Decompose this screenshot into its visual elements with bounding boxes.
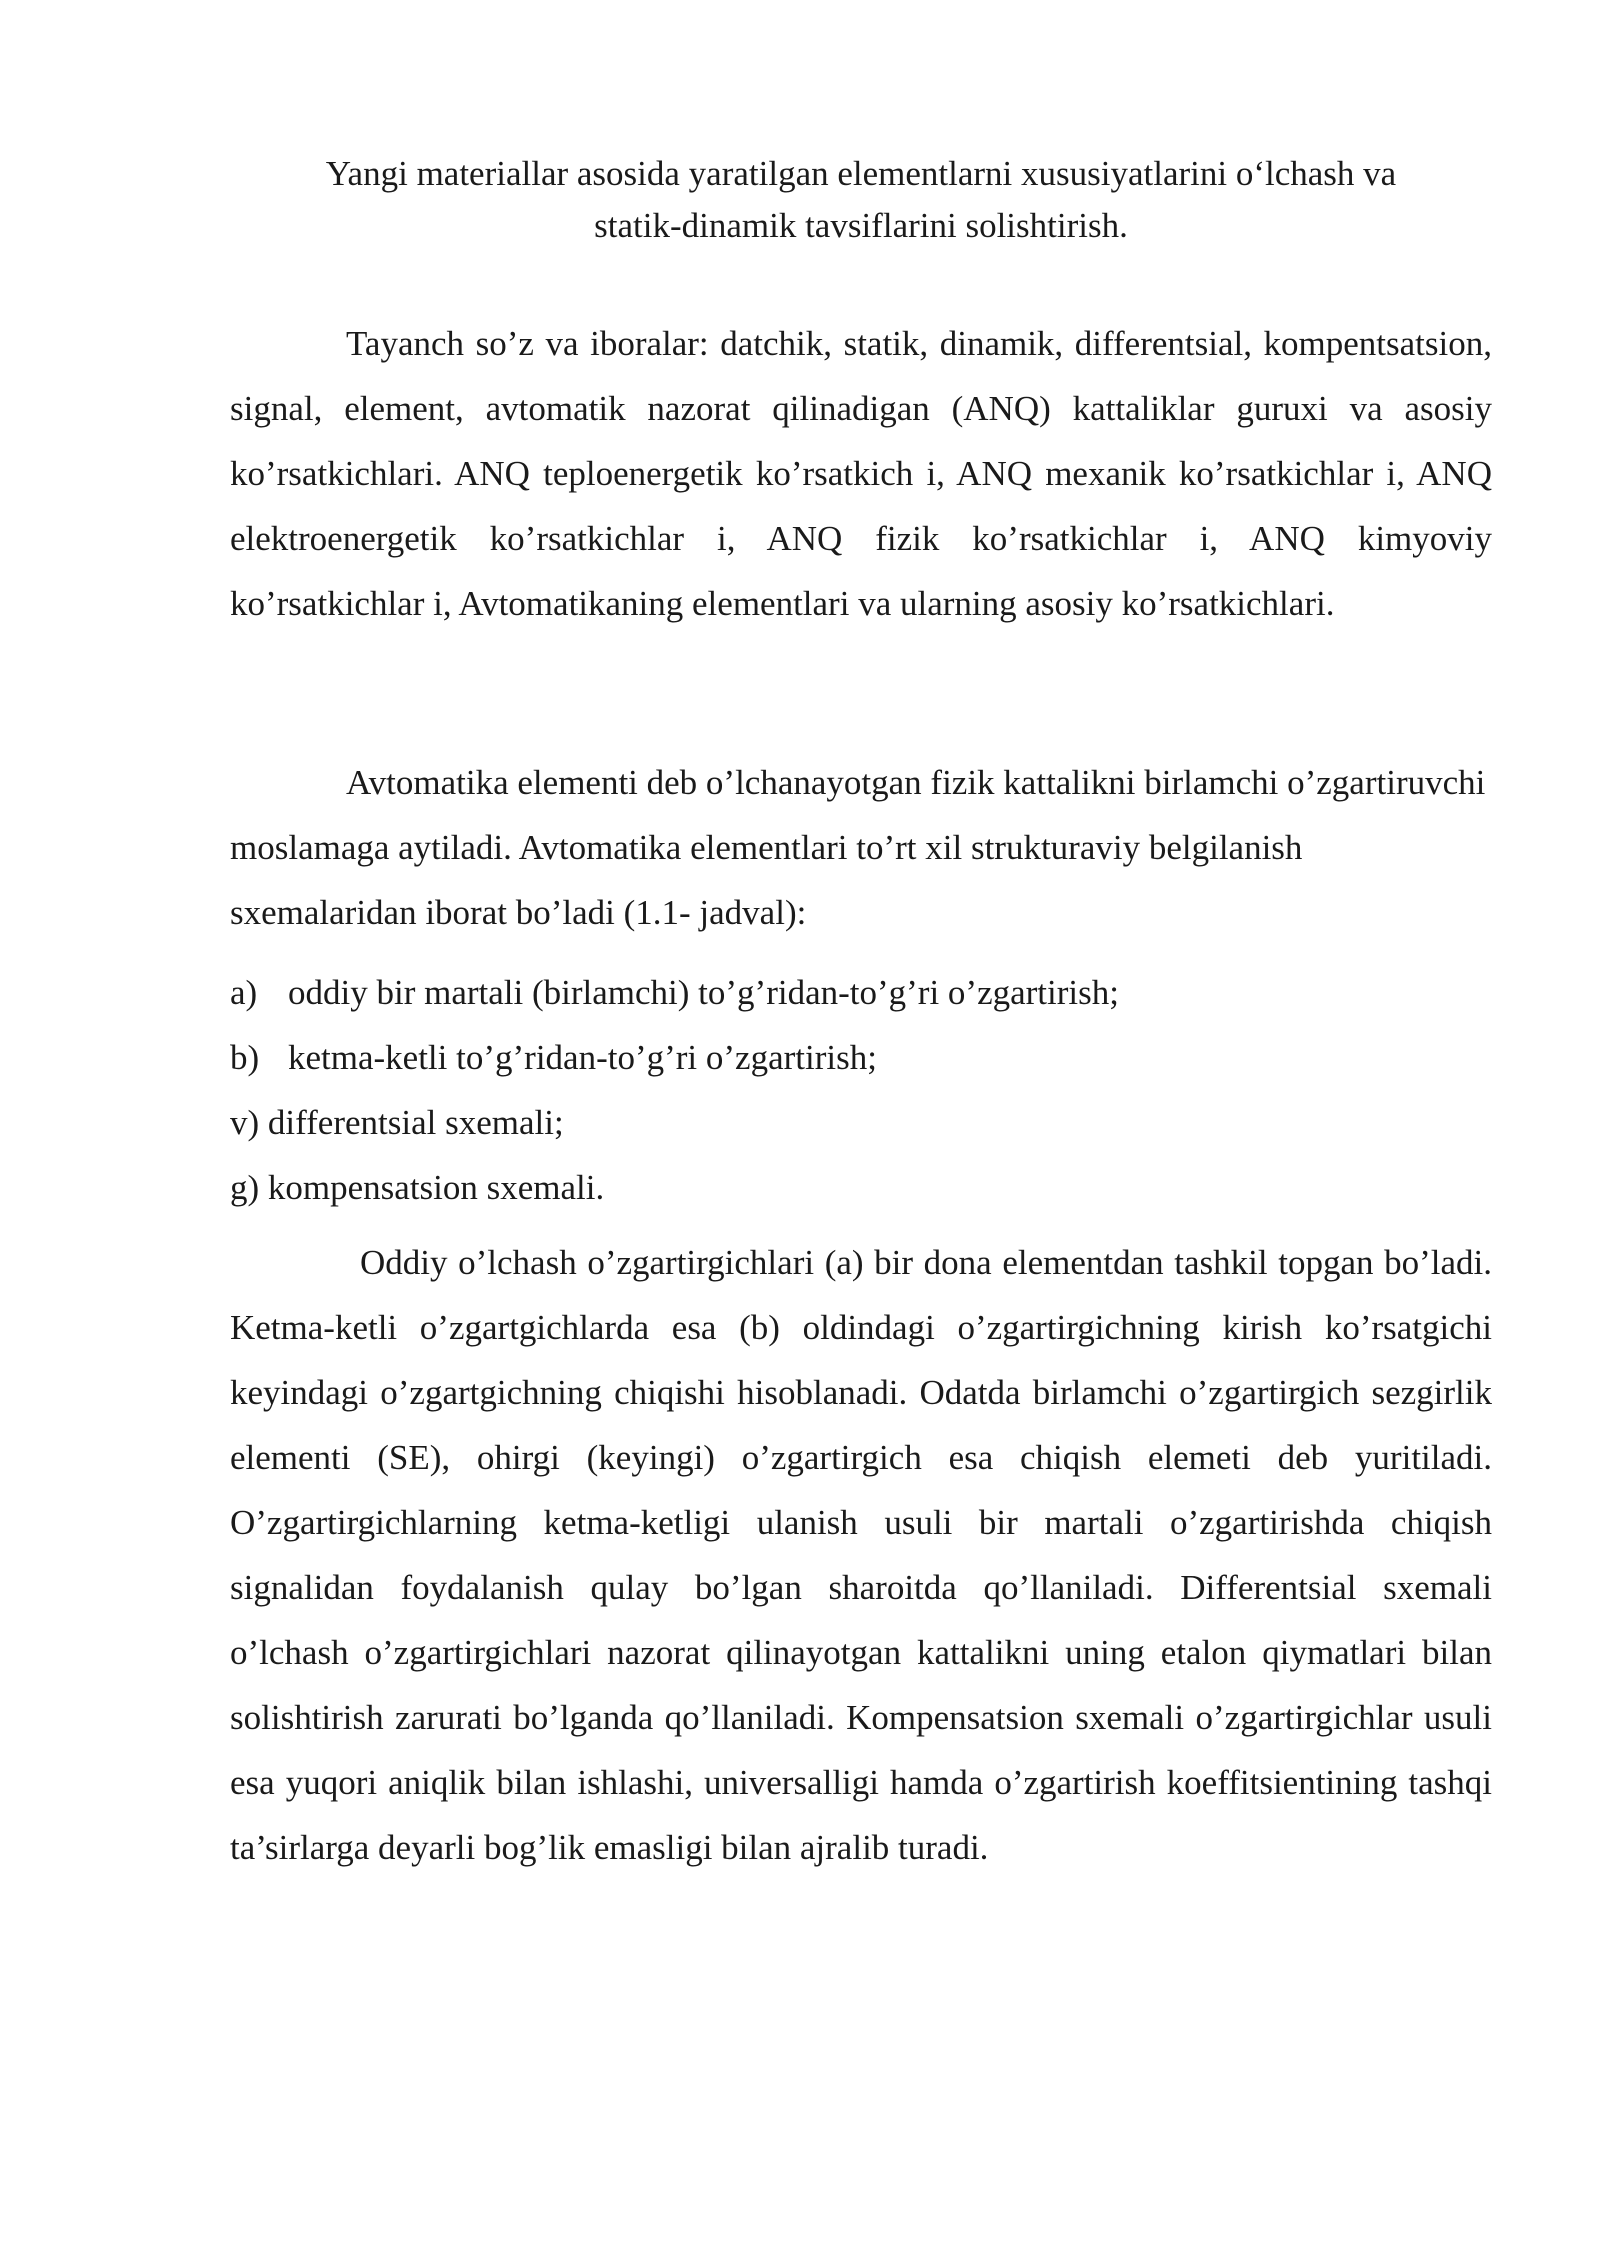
list-item-text: oddiy bir martali (birlamchi) to’g’ridan-to’g’ri o’zgartirish; (288, 973, 1119, 1012)
document-page (230, 148, 1492, 1880)
list-item-text: kompensatsion sxemali. (267, 1168, 605, 1207)
list-item (230, 1025, 1492, 1090)
document-title (250, 148, 1472, 252)
list-item (230, 1090, 1492, 1155)
list-item-text: ketma-ketli to’g’ridan-to’g’ri o’zgartirish; (288, 1038, 877, 1077)
intro-paragraph: Avtomatika elementi deb o’lchanayotgan fizik kattalikni birlamchi o’zgartiruvchi moslamaga aytiladi. Avtomatika elementlari to’rt xil strukturaviy belgilanish sxemalaridan iborat bo’ladi (1.1- jadval): (230, 763, 1486, 932)
list-item (230, 1155, 1492, 1220)
keywords-paragraph: Tayanch so’z va iboralar: datchik, statik, dinamik, differentsial, kompentsatsion, signal, element, avtomatik nazorat qilinadigan (ANQ) kattaliklar guruxi va asosiy ko’rsatkichlari. ANQ teploenergetik ko’rsatkich i, ANQ mexanik ko’rsatkichlar i, ANQ elektroenergetik ko’rsatkichlar i, ANQ fizik ko’rsatkichlar i, ANQ kimyoviy ko’rsatkichlar i, Avtomatikaning elementlari va ularning asosiy ko’rsatkichlari. (230, 324, 1492, 623)
list-marker: a) (230, 973, 258, 1012)
title-line-2: statik-dinamik tavsiflarini solishtirish. (594, 206, 1128, 245)
title-line-1: Yangi materiallar asosida yaratilgan elementlarni xususiyatlarini o‘lchash va (325, 154, 1397, 193)
list-item-text: differentsial sxemali; (267, 1103, 564, 1142)
types-paragraph: Oddiy o’lchash o’zgartirgichlari (a) bir dona elementdan tashkil topgan bo’ladi. Ketma-ketli o’zgartgichlarda esa (b) oldindagi o’zgartirgichning kirish ko’rsatgichi keyindagi o’zgartgichning chiqishi hisoblanadi. Odatda birlamchi o’zgartirgich sezgirlik elementi (SE), ohirgi (keyingi) o’zgartirgich esa chiqish elemeti deb yuritiladi. O’zgartirgichlarning ketma-ketligi ulanish usuli bir martali o’zgartirishda chiqish signalidan foydalanish qulay bo’lgan sharoitda qo’llaniladi. Differentsial sxemali o’lchash o’zgartirgichlari nazorat qilinayotgan kattalikni uning etalon qiymatlari bilan solishtirish zarurati bo’lganda qo’llaniladi. Kompensatsion sxemali o’zgartirgichlar usuli esa yuqori aniqlik bilan ishlashi, universalligi hamda o’zgartirish koeffitsientining tashqi ta’sirlarga deyarli bog’lik emasligi bilan ajralib turadi. (230, 1243, 1492, 1867)
schema-types-list (230, 960, 1492, 1220)
list-marker: v) (230, 1103, 260, 1142)
list-marker: b) (230, 1038, 260, 1077)
list-item (230, 960, 1492, 1025)
list-marker: g) (230, 1168, 260, 1207)
